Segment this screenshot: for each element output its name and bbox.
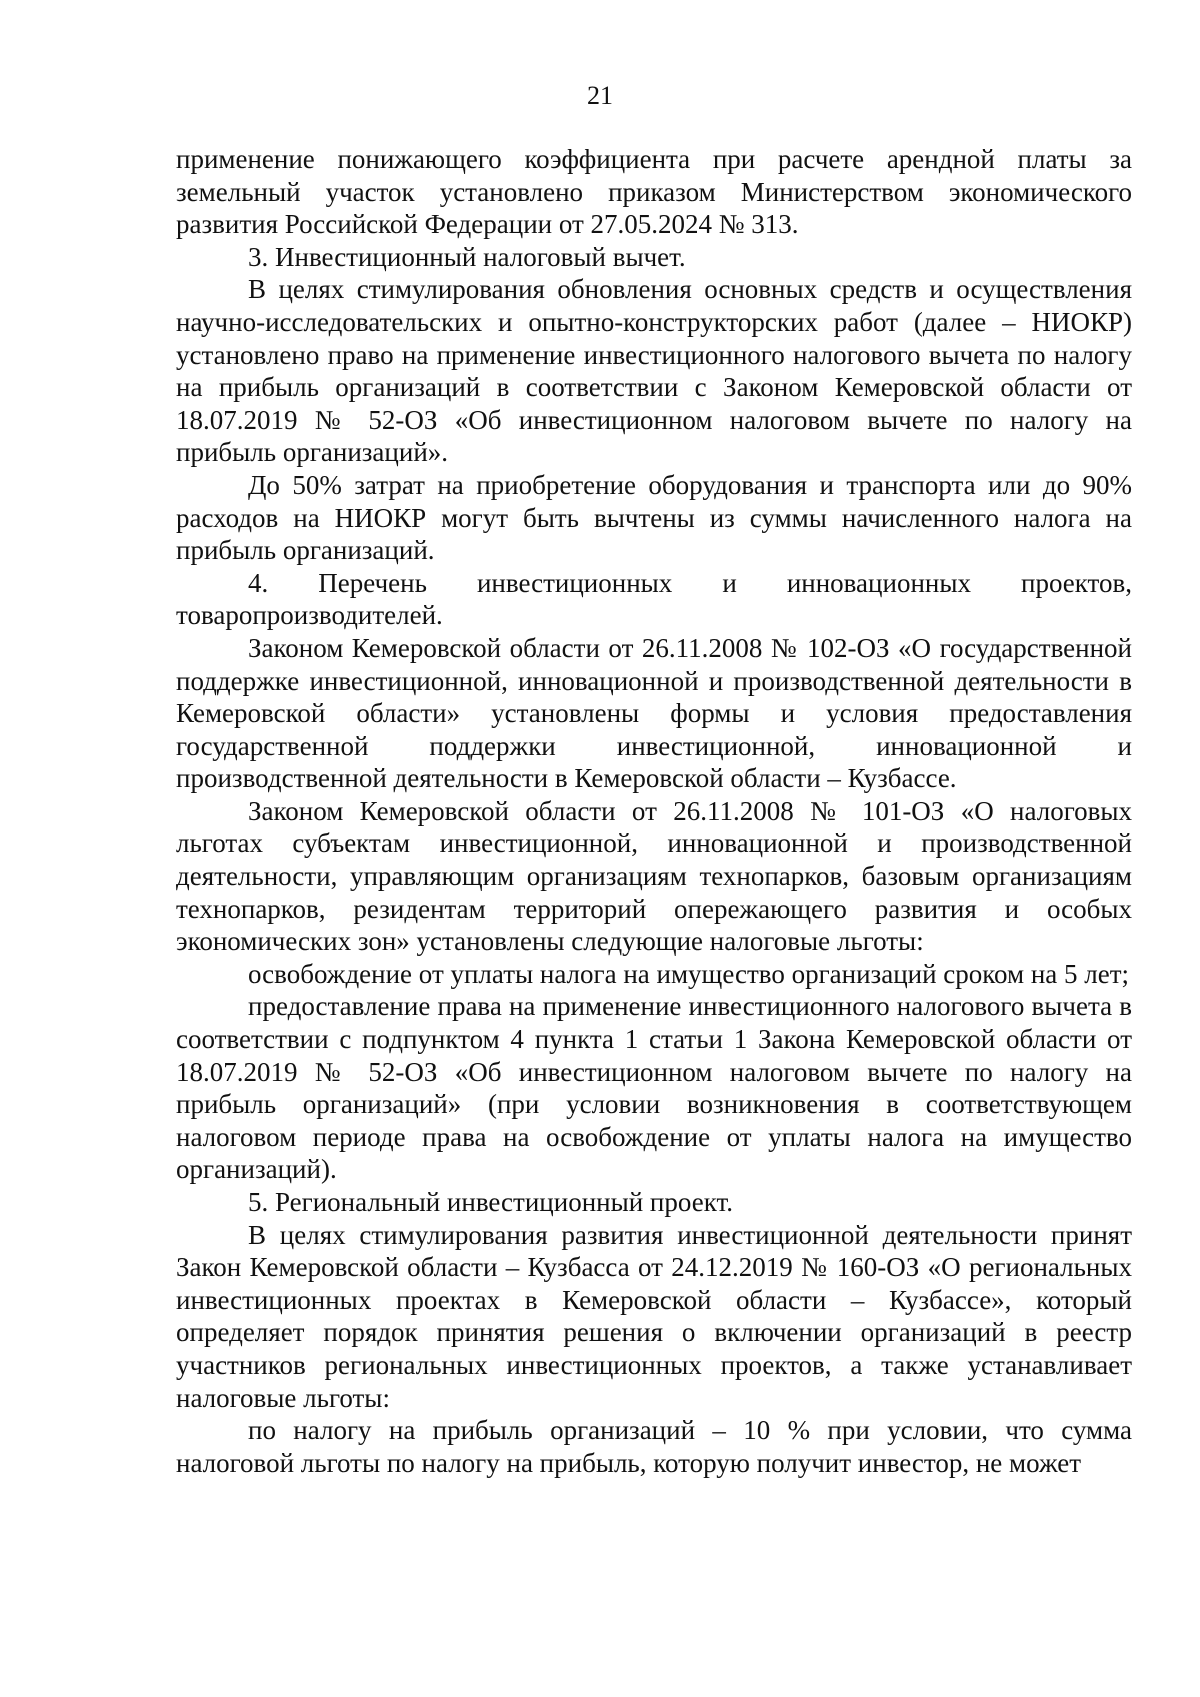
paragraph: До 50% затрат на приобретение оборудования и транспорта или до 90% расходов на НИОКР могут быть вычтены из суммы начисленного налога на прибыль организаций. [176,469,1132,566]
page-number: 21 [587,81,613,110]
paragraph-continuation: применение понижающего коэффициента при расчете арендной платы за земельный участок установлено приказом Министерством экономического развития Российской Федерации от 27.05.2024 № 313. [176,144,1132,240]
list-item: предоставление права на применение инвестиционного налогового вычета в соответствии с подпунктом 4 пункта 1 статьи 1 Закона Кемеровской области от 18.07.2019 № 52-ОЗ «Об инвестиционном налоговом вычете по налогу на прибыль организаций» (при условии возникновения в соответствующем налоговом периоде права на освобождение от уплаты налога на имущество организаций). [176,991,1132,1185]
paragraph: Законом Кемеровской области от 26.11.2008 № 102-ОЗ «О государственной поддержке инвестиционной, инновационной и производственной деятельности в Кемеровской области» установлены формы и условия предоставления государственной поддержки инвестиционной, инновационной и производственной деятельности в Кемеровской области – Кузбассе. [176,632,1132,794]
paragraph: Законом Кемеровской области от 26.11.2008 № 101-ОЗ «О налоговых льготах субъектам инвестиционной, инновационной и производственной деятельности, управляющим организациям технопарков, базовым организациям технопарков, резидентам территорий опережающего развития и особых экономических зон» установлены следующие налоговые льготы: [176,795,1132,957]
document-body [176,143,1132,1479]
list-item: по налогу на прибыль организаций – 10 % при условии, что сумма налоговой льготы по налогу на прибыль, которую получит инвестор, не может [176,1415,1132,1478]
section-heading-project-list: 4. Перечень инвестиционных и инновационных проектов, товаропроизводителей. [176,567,1132,631]
section-heading-regional-project: 5. Региональный инвестиционный проект. [248,1187,733,1217]
paragraph: В целях стимулирования обновления основных средств и осуществления научно-исследовательских и опытно-конструкторских работ (далее – НИОКР) установлено право на применение инвестиционного налогового вычета по налогу на прибыль организаций в соответствии с Законом Кемеровской области от 18.07.2019 № 52-ОЗ «Об инвестиционном налоговом вычете по налогу на прибыль организаций». [176,274,1132,468]
list-item: освобождение от уплаты налога на имущество организаций сроком на 5 лет; [248,958,1130,989]
paragraph: В целях стимулирования развития инвестиционной деятельности принят Закон Кемеровской области – Кузбасса от 24.12.2019 № 160-ОЗ «О региональных инвестиционных проектах в Кемеровской области – Кузбассе», который определяет порядок принятия решения о включении организаций в реестр участников региональных инвестиционных проектов, а также устанавливает налоговые льготы: [176,1219,1132,1413]
section-heading-investment-deduction: 3. Инвестиционный налоговый вычет. [248,241,686,272]
